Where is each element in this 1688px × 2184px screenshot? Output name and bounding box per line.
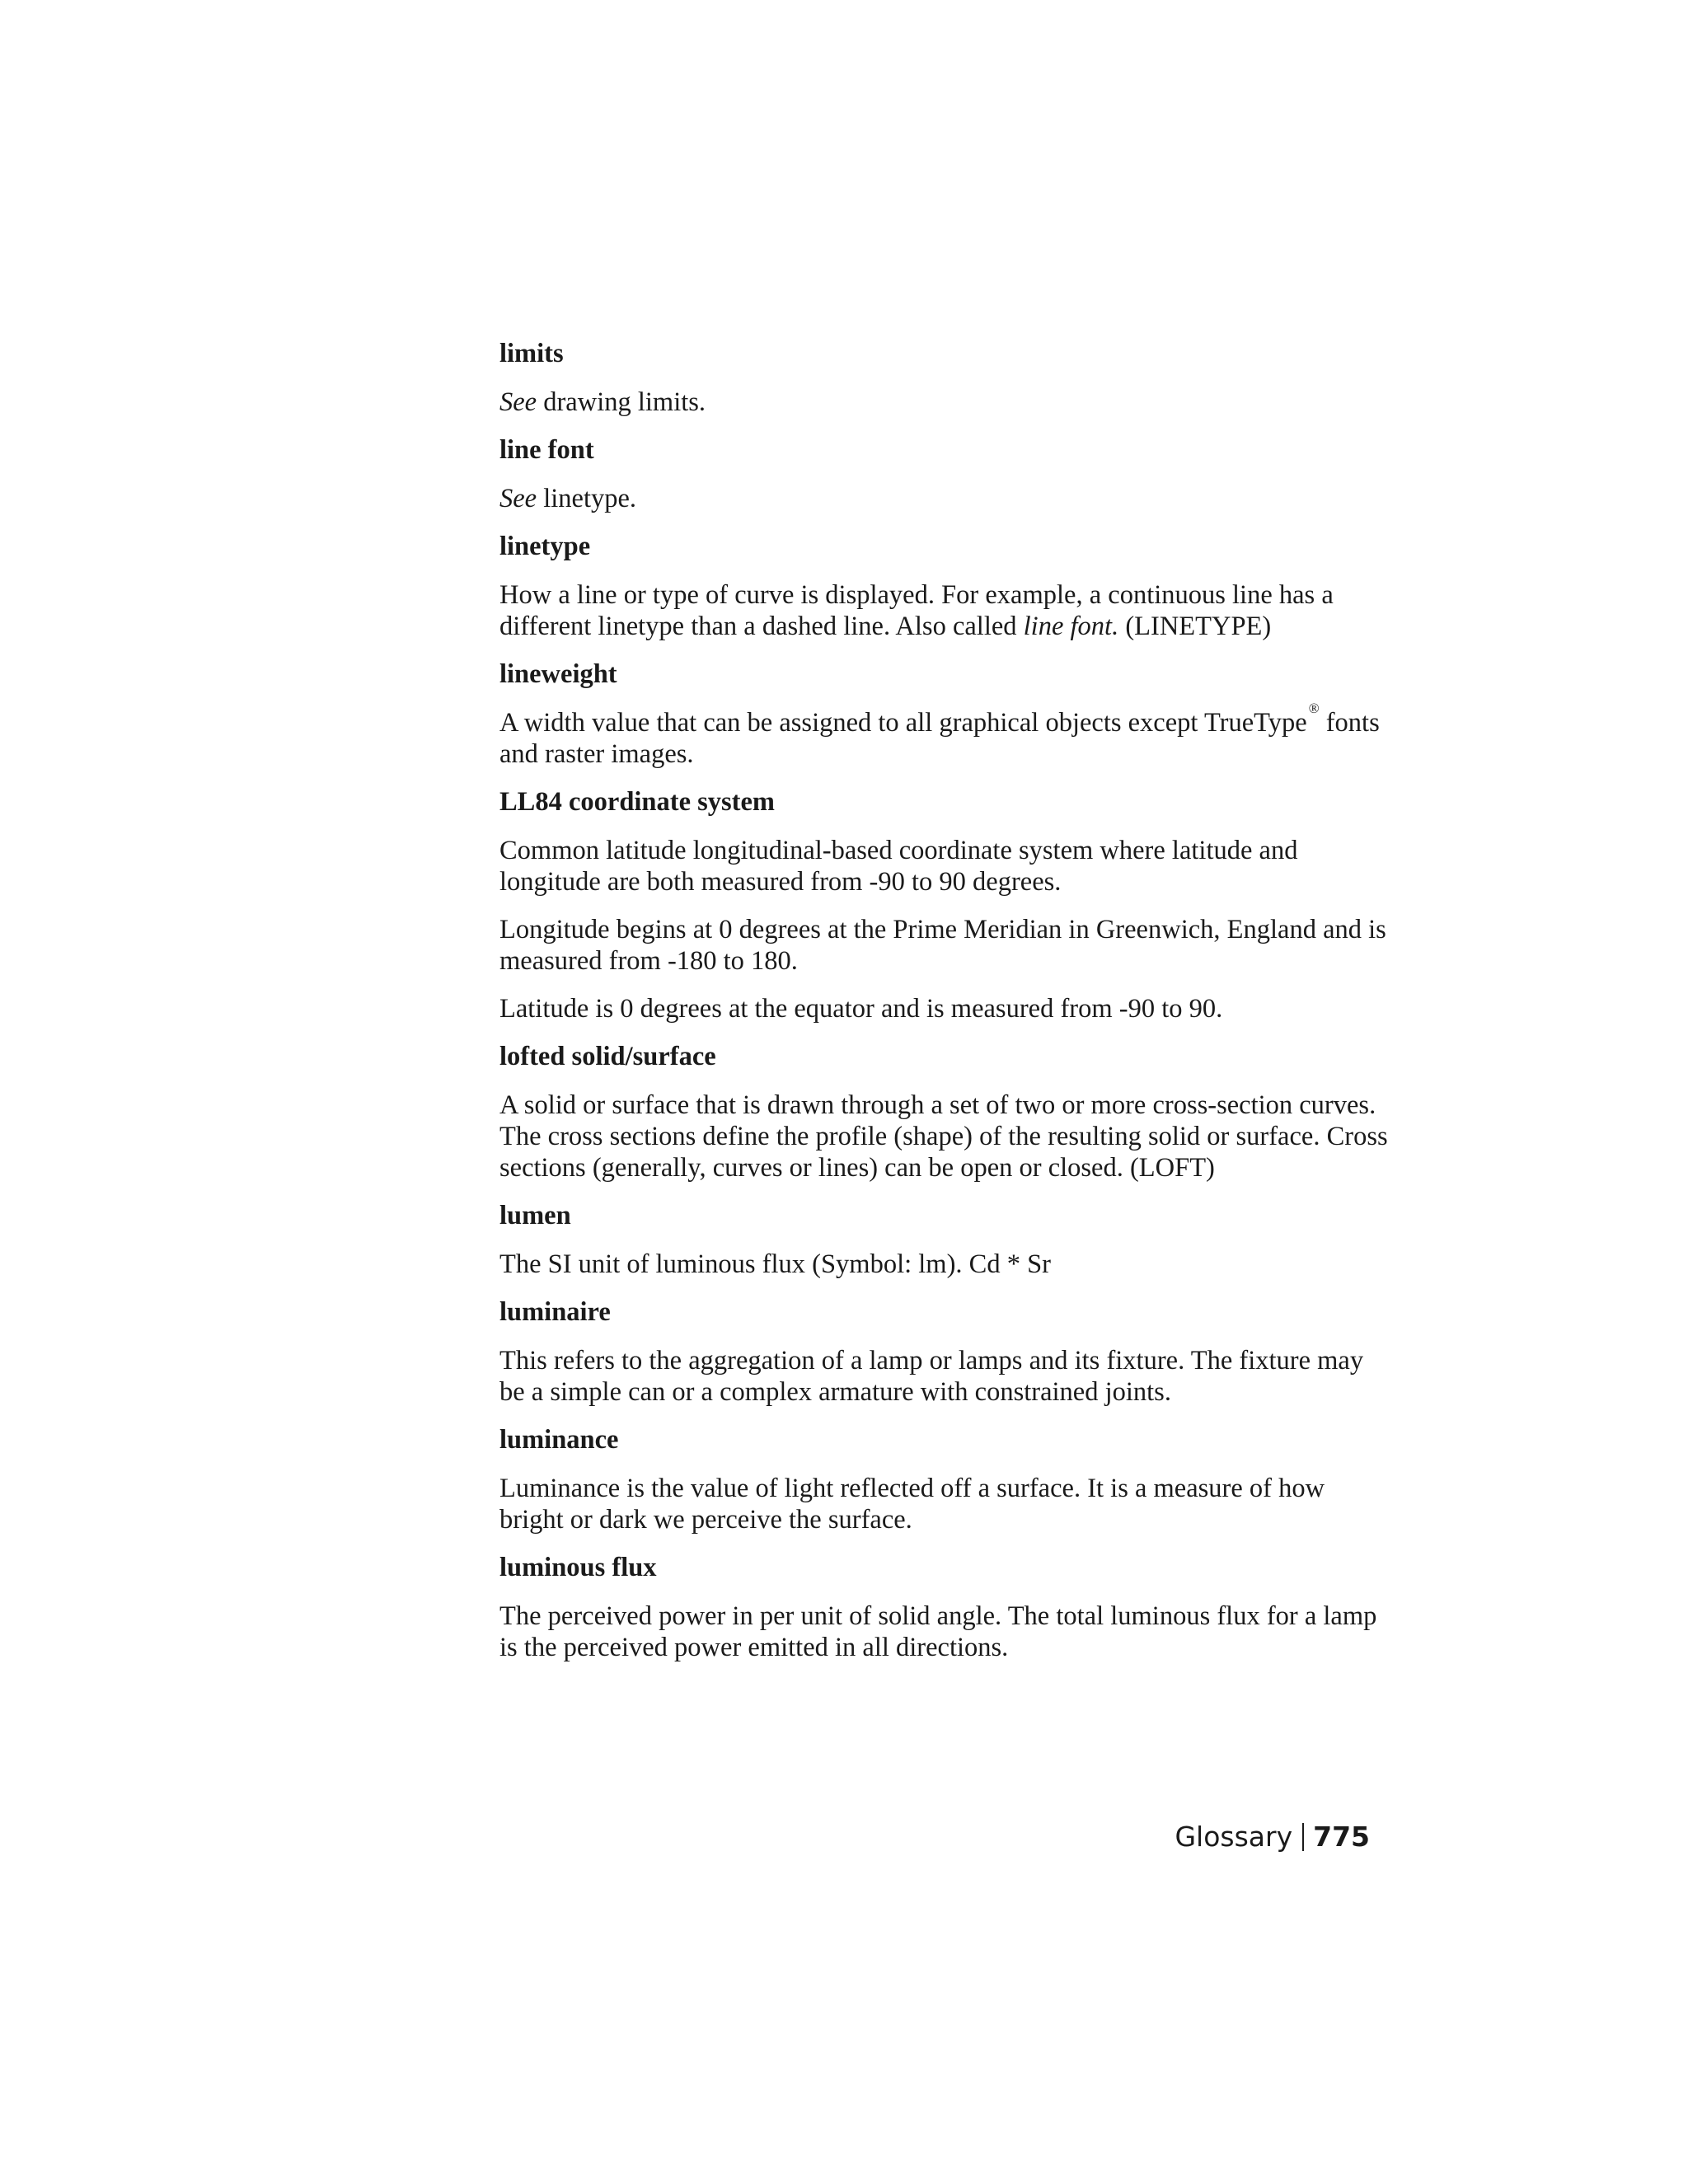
glossary-entry <box>499 1200 1390 1280</box>
glossary-entry <box>499 531 1390 642</box>
glossary-entry <box>499 1296 1390 1408</box>
entry-definition: The SI unit of luminous flux (Symbol: lm). Cd * Sr <box>499 1249 1051 1279</box>
entry-definition: The perceived power in per unit of solid angle. The total luminous flux for a lamp is the perceived power emitted in all directions. <box>499 1601 1377 1662</box>
entry-term: luminous flux <box>499 1553 657 1582</box>
glossary-entry <box>499 434 1390 514</box>
entry-definition: Longitude begins at 0 degrees at the Prime Meridian in Greenwich, England and is measured from -180 to 180. <box>499 915 1386 976</box>
entry-term: luminance <box>499 1425 619 1455</box>
definition-text: linetype. <box>537 484 637 513</box>
entry-definition: Latitude is 0 degrees at the equator and is measured from -90 to 90. <box>499 994 1223 1024</box>
entry-definition: A solid or surface that is drawn through a set of two or more cross-section curves. The cross sections define the profile (shape) of the resulting solid or surface. Cross sections (generally, curves or lines) can be open or closed. (LOFT) <box>499 1090 1388 1183</box>
glossary-entry <box>499 658 1390 770</box>
entry-term: linetype <box>499 532 591 561</box>
page-footer <box>1175 1821 1370 1854</box>
see-prefix: See <box>499 387 537 417</box>
entry-definition: This refers to the aggregation of a lamp or lamps and its fixture. The fixture may be a simple can or a complex armature with constrained joints. <box>499 1346 1364 1407</box>
footer-section-title: Glossary <box>1175 1821 1293 1853</box>
entry-definition <box>499 701 1390 770</box>
footer-divider <box>1302 1823 1304 1851</box>
entry-definition: Luminance is the value of light reflected off a surface. It is a measure of how bright or dark we perceive the surface. <box>499 1474 1325 1535</box>
entry-term: lofted solid/surface <box>499 1042 716 1071</box>
definition-text: How a line or type of curve is displayed. For example, a continuous line has a different linetype than a dashed line. Also called <box>499 580 1334 641</box>
definition-text: drawing limits. <box>537 387 706 417</box>
entry-definition <box>499 579 1390 642</box>
entry-term: line font <box>499 435 594 465</box>
command-name: (LINETYPE) <box>1118 612 1272 641</box>
definition-text-continued: fonts and raster images. <box>499 708 1380 769</box>
page-number: 775 <box>1313 1821 1370 1853</box>
glossary-entry <box>499 786 1390 1024</box>
see-prefix: See <box>499 484 537 513</box>
registered-mark: ® <box>1308 701 1320 716</box>
entry-definition <box>499 483 1390 514</box>
glossary-content <box>499 338 1390 1680</box>
definition-text: A width value that can be assigned to all graphical objects except TrueType <box>499 708 1307 738</box>
entry-term: lineweight <box>499 659 617 689</box>
glossary-entry <box>499 1552 1390 1663</box>
entry-definition <box>499 387 1390 418</box>
entry-term: LL84 coordinate system <box>499 787 775 817</box>
definition-italic-term: line font. <box>1023 612 1119 641</box>
entry-term: lumen <box>499 1201 571 1230</box>
entry-definition: Common latitude longitudinal-based coordinate system where latitude and longitude are both measured from -90 to 90 degrees. <box>499 836 1298 897</box>
entry-term: luminaire <box>499 1297 611 1327</box>
glossary-entry <box>499 338 1390 418</box>
entry-term: limits <box>499 339 564 368</box>
glossary-entry <box>499 1424 1390 1535</box>
glossary-entry <box>499 1041 1390 1183</box>
